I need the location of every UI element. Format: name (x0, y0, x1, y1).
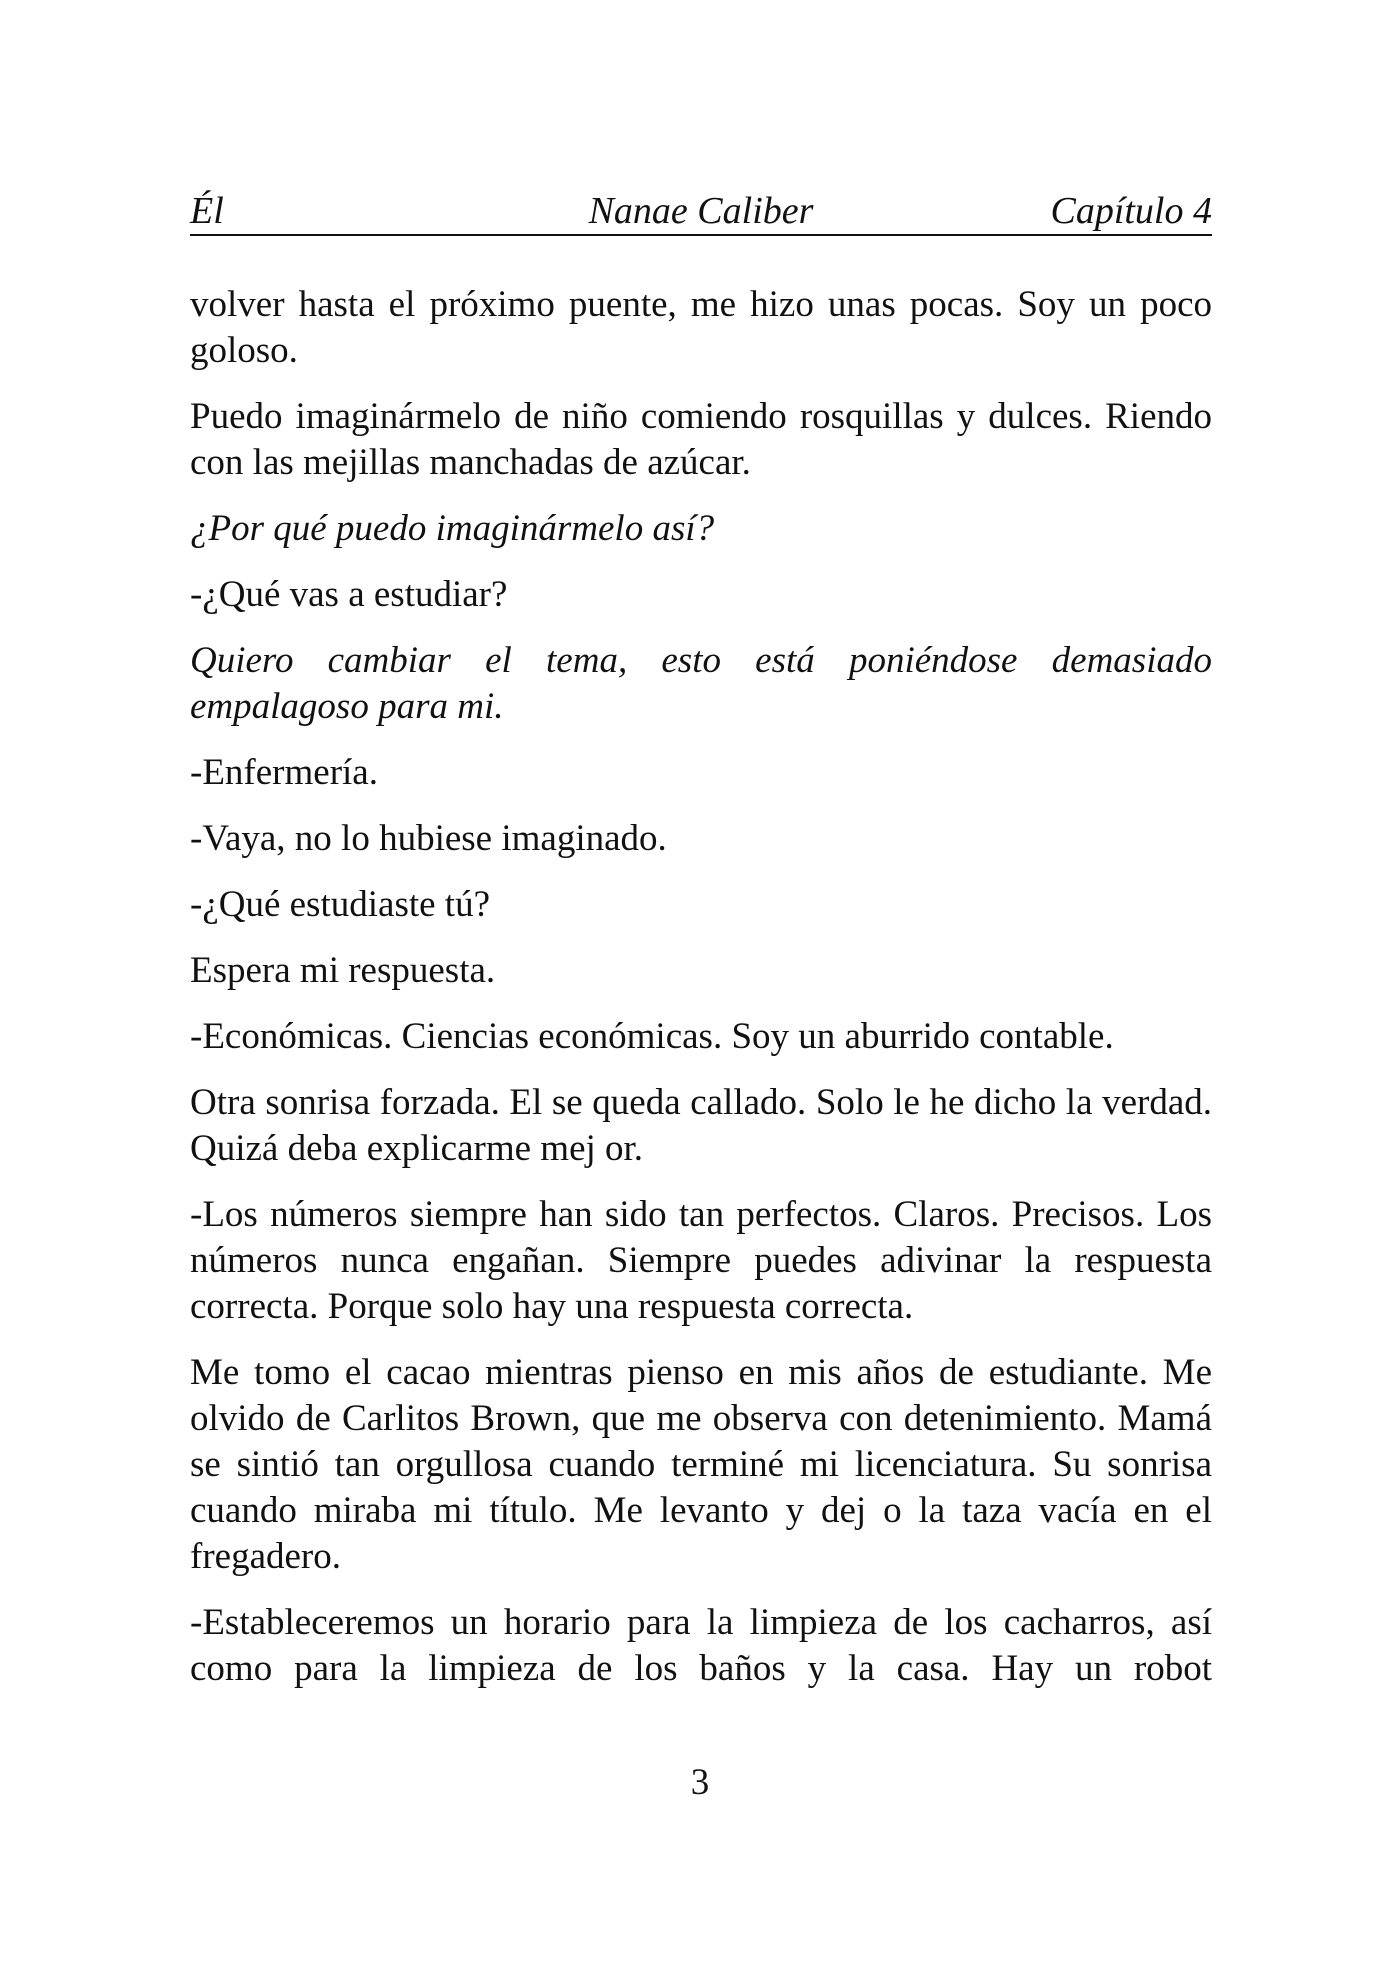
paragraph: volver hasta el próximo puente, me hizo unas pocas. Soy un poco goloso. (190, 284, 1212, 371)
paragraph: -Económicas. Ciencias económicas. Soy un aburrido contable. (190, 1016, 1114, 1057)
header-chapter: Capítulo 4 (1050, 190, 1212, 232)
paragraph: Otra sonrisa forzada. El se queda callado. Solo le he dicho la verdad. Quizá deba explicarme mej or. (190, 1082, 1212, 1169)
page-number: 3 (690, 1762, 710, 1803)
paragraph-italic: Quiero cambiar el tema, esto está poniéndose demasiado empalagoso para mi. (190, 640, 1212, 727)
paragraph-italic: ¿Por qué puedo imaginármelo así? (190, 508, 715, 549)
paragraph: Me tomo el cacao mientras pienso en mis años de estudiante. Me olvido de Carlitos Brown, que me observa con detenimiento. Mamá se sintió tan orgullosa cuando terminé mi licenciatura. Su sonrisa cuando miraba mi título. Me levanto y dej o la taza vacía en el fregadero. (190, 1352, 1212, 1577)
paragraph: -Estableceremos un horario para la limpieza de los cacharros, así como para la limpieza de los baños y la casa. Hay un robot (190, 1602, 1212, 1689)
paragraph: -Vaya, no lo hubiese imaginado. (190, 818, 667, 859)
paragraph: Espera mi respuesta. (190, 950, 496, 991)
header-book-title: Él (190, 190, 224, 232)
paragraph: -¿Qué vas a estudiar? (190, 574, 508, 615)
paragraph: -Enfermería. (190, 752, 378, 793)
paragraph: Puedo imaginármelo de niño comiendo rosquillas y dulces. Riendo con las mejillas manchadas de azúcar. (190, 396, 1212, 483)
body-text (190, 282, 1212, 1712)
header-author: Nanae Caliber (588, 190, 814, 232)
paragraph: -¿Qué estudiaste tú? (190, 884, 490, 925)
paragraph: -Los números siempre han sido tan perfectos. Claros. Precisos. Los números nunca engañan. Siempre puedes adivinar la respuesta correcta. Porque solo hay una respuesta correcta. (190, 1194, 1212, 1327)
running-header (190, 188, 1212, 236)
